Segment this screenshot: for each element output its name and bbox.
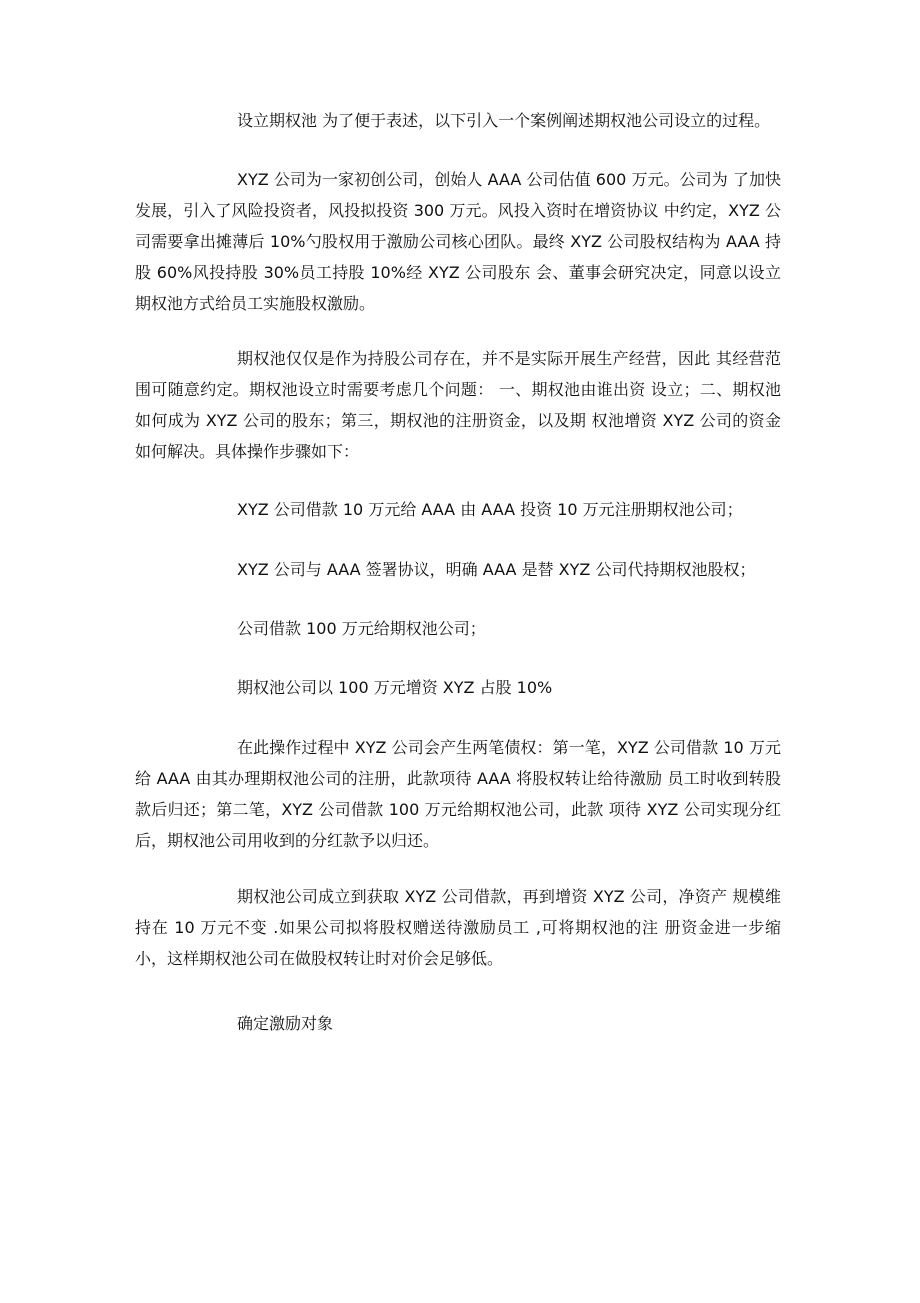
debt-explanation-paragraph: 在此操作过程中 XYZ 公司会产生两笔债权：第一笔，XYZ 公司借款 10 万元给 AAA 由其办理期权池公司的注册，此款项待 AAA 将股权转让给待激励 员工时收到转股款后归还；第二笔，XYZ 公司借款 100 万元给期权池公司，此款 项待 XYZ 公司实现分红后，期权池公司用收到的分红款予以归还。 <box>135 738 781 850</box>
section-heading: 确定激励对象 <box>237 1014 334 1033</box>
case-description-paragraph: XYZ 公司为一家初创公司，创始人 AAA 公司估值 600 万元。公司为 了加快发展，引入了风险投资者，风投拟投资 300 万元。风投入资时在增资协议 中约定，XYZ 公司需要拿出摊薄后 10%勺股权用于激励公司核心团队。最终 XYZ 公司股权结构为 AAA 持股 60%风投持股 30%员工持股 10%经 XYZ 公司股东 会、董事会研究决定，同意以设立期权池方式给员工实施股权激励。 <box>135 170 781 313</box>
step-3-line: 公司借款 100 万元给期权池公司； <box>237 619 486 638</box>
intro-paragraph: 设立期权池 为了便于表述，以下引入一个案例阐述期权池公司设立的过程。 <box>237 111 771 130</box>
net-asset-paragraph: 期权池公司成立到获取 XYZ 公司借款，再到增资 XYZ 公司，净资产 规模维持在 10 万元不变 .如果公司拟将股权赠送待激励员工 ,可将期权池的注 册资金进一步缩小，这样期权池公司在做股权转让时对价会足够低。 <box>135 887 781 968</box>
step-4-line: 期权池公司以 100 万元增资 XYZ 占股 10% <box>237 678 553 697</box>
step-2-line: XYZ 公司与 AAA 签署协议，明确 AAA 是替 XYZ 公司代持期权池股权； <box>237 560 756 579</box>
step-1-line: XYZ 公司借款 10 万元给 AAA 由 AAA 投资 10 万元注册期权池公司； <box>237 500 743 519</box>
option-pool-questions-paragraph: 期权池仅仅是作为持股公司存在，并不是实际开展生产经营，因此 其经营范围可随意约定。期权池设立时需要考虑几个问题： 一、期权池由谁出资 设立；二、期权池如何成为 XYZ 公司的股东；第三，期权池的注册资金，以及期 权池增资 XYZ 公司的资金如何解决。具体操作步骤如下： <box>135 349 781 461</box>
